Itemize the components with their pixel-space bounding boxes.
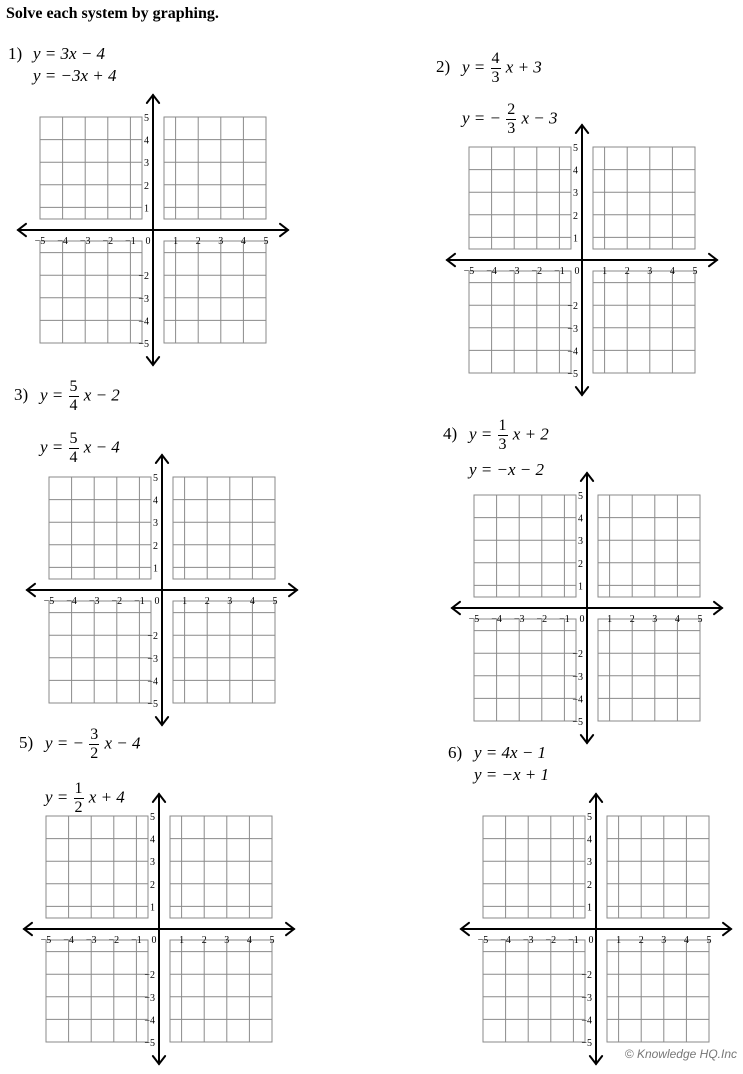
y-tick-label: 5 (150, 812, 155, 823)
y-tick-label: 1 (150, 902, 155, 914)
y-tick-label: −5 (567, 369, 578, 380)
grid-cell-block (170, 816, 272, 918)
equation-suffix: x + 3 (505, 57, 542, 77)
x-tick-label: 1 (602, 266, 608, 277)
y-tick-label: −4 (147, 676, 158, 688)
grid-cell-block (607, 816, 709, 918)
y-tick-label: −4 (138, 316, 149, 328)
x-tick-label: −4 (500, 935, 511, 946)
copyright-footer: © Knowledge HQ.Inc (624, 1047, 737, 1061)
equation-1 (462, 50, 542, 87)
axes (18, 95, 288, 365)
y-tick-label: −5 (144, 1038, 155, 1049)
x-tick-label: 1 (173, 236, 179, 247)
equation-2 (474, 766, 549, 783)
x-tick-label: 5 (272, 596, 278, 607)
x-tick-label: 0 (151, 935, 157, 946)
fraction-numerator: 5 (69, 430, 78, 447)
equation-text: y = −3x + 4 (33, 66, 117, 85)
grid-cell-block (598, 495, 700, 597)
fraction (498, 417, 508, 454)
x-tick-label: −1 (134, 596, 145, 607)
axes (27, 455, 297, 725)
grid-cell-block (173, 477, 275, 579)
x-tick-label: 4 (249, 596, 255, 607)
equation-suffix: x + 2 (512, 424, 549, 444)
equation-suffix: x − 2 (83, 385, 120, 405)
y-tick-label: −4 (567, 346, 578, 358)
x-tick-label: 3 (227, 596, 233, 607)
equation-text: y = 3x − 4 (33, 44, 106, 63)
equation-2 (33, 67, 117, 84)
x-tick-label: 0 (574, 266, 580, 277)
equation-suffix: x − 4 (83, 437, 120, 457)
x-tick-label: 4 (683, 935, 689, 946)
fraction-denominator: 2 (90, 745, 99, 762)
x-tick-label: −3 (508, 266, 520, 277)
x-tick-label: −3 (85, 935, 97, 946)
fraction-numerator: 1 (74, 780, 83, 797)
equation-1 (33, 45, 105, 62)
x-tick-label: −5 (463, 266, 475, 277)
y-tick-label: 5 (578, 491, 583, 502)
x-tick-label: −2 (102, 236, 114, 247)
x-tick-label: 5 (706, 935, 712, 946)
x-tick-label: 4 (240, 236, 246, 247)
fraction-denominator: 3 (498, 436, 507, 453)
grid-cell-block (483, 940, 585, 1042)
x-tick-label: −2 (108, 935, 120, 946)
grid-cell-block (474, 619, 576, 721)
tick-labels (469, 491, 703, 728)
y-tick-label: 1 (573, 233, 578, 245)
y-tick-label: −3 (144, 992, 155, 1004)
y-tick-label: −3 (138, 293, 149, 305)
coordinate-grid-6[interactable] (451, 784, 741, 1074)
y-tick-label: 3 (587, 857, 592, 869)
y-tick-label: 3 (150, 857, 155, 869)
coordinate-grid-1[interactable] (8, 85, 298, 375)
equation-suffix: x − 3 (521, 108, 558, 128)
grid-cell-block (607, 940, 709, 1042)
equation-prefix: y = (469, 424, 497, 444)
x-tick-label: −2 (536, 614, 548, 625)
equation-prefix: y = (40, 385, 68, 405)
grid-cell-block (598, 619, 700, 721)
grid-cell-block (49, 601, 151, 703)
y-tick-label: 2 (150, 879, 155, 891)
x-tick-label: 2 (204, 596, 210, 607)
y-tick-label: 4 (578, 513, 583, 525)
axes (461, 794, 731, 1064)
grid-cell-block (483, 816, 585, 918)
equation-text: y = 4x − 1 (474, 743, 547, 762)
x-tick-label: −3 (79, 236, 91, 247)
fraction-denominator: 4 (69, 449, 78, 466)
grid-cell-block (164, 117, 266, 219)
x-tick-label: 4 (674, 614, 680, 625)
x-tick-label: −3 (88, 596, 100, 607)
x-tick-label: −4 (63, 935, 74, 946)
x-tick-label: 2 (629, 614, 635, 625)
tick-labels (35, 113, 269, 350)
grid-cell-block (40, 241, 142, 343)
problem-number: 1) (8, 44, 23, 63)
y-tick-label: 2 (573, 210, 578, 222)
equation-prefix: y = − (462, 108, 501, 128)
x-tick-label: 0 (588, 935, 594, 946)
x-tick-label: −4 (486, 266, 497, 277)
y-tick-label: 4 (144, 135, 149, 147)
x-tick-label: 3 (647, 266, 653, 277)
grid-cell-block (173, 601, 275, 703)
y-tick-label: 1 (578, 581, 583, 593)
x-tick-label: −5 (40, 935, 52, 946)
x-tick-label: −4 (491, 614, 502, 625)
problem-number: 5) (19, 733, 34, 752)
equation-suffix: x + 4 (88, 787, 125, 807)
equation-prefix: y = − (45, 733, 84, 753)
x-tick-label: 1 (179, 935, 185, 946)
equation-suffix: x − 4 (104, 733, 141, 753)
y-tick-label: 4 (573, 165, 578, 177)
coordinate-grid-2[interactable] (437, 115, 727, 405)
axes (24, 794, 294, 1064)
x-tick-label: 0 (154, 596, 160, 607)
y-tick-label: −4 (581, 1015, 592, 1027)
x-tick-label: −4 (57, 236, 68, 247)
x-tick-label: 3 (218, 236, 224, 247)
x-tick-label: −2 (545, 935, 557, 946)
equation-prefix: y = (45, 787, 73, 807)
y-tick-label: −3 (581, 992, 592, 1004)
y-tick-label: −2 (144, 970, 155, 982)
worksheet-title: Solve each system by graphing. (6, 5, 219, 22)
grid-cell-block (164, 241, 266, 343)
grid-cell-block (593, 147, 695, 249)
x-tick-label: 5 (692, 266, 698, 277)
y-tick-label: 5 (573, 143, 578, 154)
x-tick-label: 2 (624, 266, 630, 277)
equation-text: y = −x + 1 (474, 765, 550, 784)
y-tick-label: −2 (567, 301, 578, 313)
x-tick-label: −1 (125, 236, 136, 247)
fraction (69, 378, 79, 415)
x-tick-label: 5 (697, 614, 703, 625)
x-tick-label: −5 (43, 596, 55, 607)
x-tick-label: −2 (111, 596, 123, 607)
y-tick-label: −2 (138, 271, 149, 283)
x-tick-label: −5 (477, 935, 489, 946)
fraction-denominator: 4 (69, 397, 78, 414)
x-tick-label: 1 (616, 935, 622, 946)
grid-cell-block (170, 940, 272, 1042)
y-tick-label: −3 (567, 323, 578, 335)
y-tick-label: 4 (150, 834, 155, 846)
tick-labels (478, 812, 712, 1049)
coordinate-grid-3[interactable] (17, 445, 307, 735)
y-tick-label: 3 (578, 536, 583, 548)
equation-1 (474, 744, 546, 761)
axes (447, 125, 717, 395)
x-tick-label: 1 (607, 614, 613, 625)
y-tick-label: 3 (153, 518, 158, 530)
x-tick-label: −4 (66, 596, 77, 607)
y-tick-label: −4 (572, 694, 583, 706)
y-tick-label: 4 (153, 495, 158, 507)
y-tick-label: −4 (144, 1015, 155, 1027)
x-tick-label: −1 (559, 614, 570, 625)
x-tick-label: 4 (669, 266, 675, 277)
equation-1 (45, 726, 141, 763)
y-tick-label: 2 (153, 540, 158, 552)
fraction (89, 726, 99, 763)
problem-number: 4) (443, 424, 458, 443)
y-tick-label: 5 (144, 113, 149, 124)
x-tick-label: 1 (182, 596, 188, 607)
equation-text: y = −x − 2 (469, 460, 545, 479)
grid-cell-block (469, 147, 571, 249)
equation-prefix: y = (40, 437, 68, 457)
y-tick-label: −2 (572, 649, 583, 661)
fraction-numerator: 2 (507, 101, 516, 118)
grid-cell-block (40, 117, 142, 219)
x-tick-label: −5 (468, 614, 480, 625)
fraction-denominator: 3 (491, 69, 500, 86)
y-tick-label: 1 (153, 563, 158, 575)
x-tick-label: −3 (513, 614, 525, 625)
y-tick-label: 1 (144, 203, 149, 215)
tick-labels (44, 473, 278, 710)
problem-number: 6) (448, 743, 463, 762)
equation-1 (469, 417, 549, 454)
fraction-numerator: 4 (491, 50, 500, 67)
equation-1 (40, 378, 120, 415)
x-tick-label: −1 (568, 935, 579, 946)
grid-cell-block (593, 271, 695, 373)
fraction-numerator: 1 (498, 417, 507, 434)
problem-number: 3) (14, 385, 29, 404)
y-tick-label: 2 (144, 180, 149, 192)
y-tick-label: −3 (572, 671, 583, 683)
grid-cell-block (49, 477, 151, 579)
grid-cell-block (469, 271, 571, 373)
y-tick-label: 3 (573, 188, 578, 200)
y-tick-label: 1 (587, 902, 592, 914)
y-tick-label: 2 (578, 558, 583, 570)
equation-prefix: y = (462, 57, 490, 77)
fraction-denominator: 2 (74, 799, 83, 816)
y-tick-label: 2 (587, 879, 592, 891)
y-tick-label: 3 (144, 158, 149, 170)
y-tick-label: −5 (581, 1038, 592, 1049)
grid-cell-block (46, 940, 148, 1042)
y-tick-label: −5 (138, 339, 149, 350)
fraction-denominator: 3 (507, 120, 516, 137)
y-tick-label: 5 (153, 473, 158, 484)
tick-labels (41, 812, 275, 1049)
y-tick-label: −2 (147, 631, 158, 643)
x-tick-label: 0 (579, 614, 585, 625)
x-tick-label: 5 (263, 236, 269, 247)
coordinate-grid-5[interactable] (14, 784, 304, 1074)
x-tick-label: −2 (531, 266, 543, 277)
grid-cell-block (46, 816, 148, 918)
fraction-numerator: 3 (90, 726, 99, 743)
x-tick-label: −1 (554, 266, 565, 277)
y-tick-label: 4 (587, 834, 592, 846)
grid-cell-block (474, 495, 576, 597)
fraction (491, 50, 501, 87)
y-tick-label: 5 (587, 812, 592, 823)
fraction-numerator: 5 (69, 378, 78, 395)
x-tick-label: −5 (34, 236, 46, 247)
x-tick-label: 5 (269, 935, 275, 946)
problem-number: 2) (436, 57, 451, 76)
x-tick-label: 3 (652, 614, 658, 625)
x-tick-label: 3 (224, 935, 230, 946)
x-tick-label: 0 (145, 236, 151, 247)
x-tick-label: 3 (661, 935, 667, 946)
y-tick-label: −5 (572, 717, 583, 728)
y-tick-label: −2 (581, 970, 592, 982)
x-tick-label: 2 (638, 935, 644, 946)
y-tick-label: −5 (147, 699, 158, 710)
x-tick-label: 4 (246, 935, 252, 946)
axes (452, 473, 722, 743)
coordinate-grid-4[interactable] (442, 463, 732, 753)
y-tick-label: −3 (147, 653, 158, 665)
x-tick-label: −3 (522, 935, 534, 946)
tick-labels (464, 143, 698, 380)
x-tick-label: 2 (201, 935, 207, 946)
x-tick-label: 2 (195, 236, 201, 247)
x-tick-label: −1 (131, 935, 142, 946)
